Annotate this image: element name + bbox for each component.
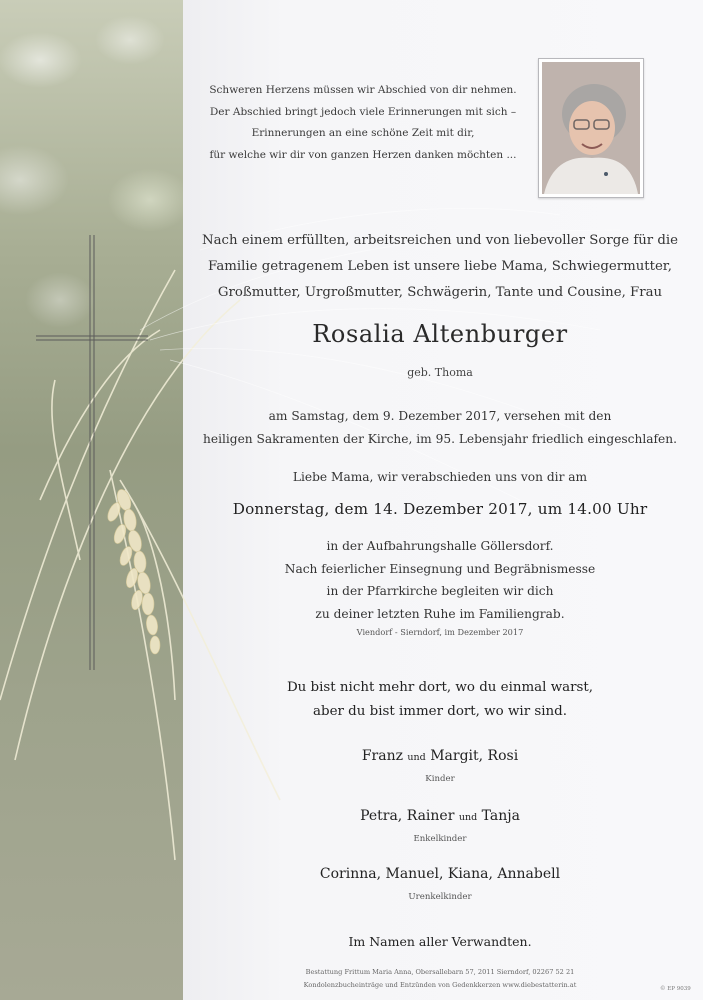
footer-line: Kondolenzbucheinträge und Entzünden von Gedenkkerzen www.diebestatterin.at [303,981,577,989]
grandchildren-names [200,808,680,824]
funeral-line: zu deiner letzten Ruhe im Familiengrab. [315,606,565,621]
great-grandchildren-role: Urenkelkinder [408,892,472,902]
funeral-date: Donnerstag, dem 14. Dezember 2017, um 14.00 Uhr [232,500,648,518]
grandchild-names: Petra, Rainer [360,808,455,824]
intro-verse [196,80,530,166]
death-line: am Samstag, dem 9. Dezember 2017, versehen mit den [268,409,612,423]
footer [200,966,680,992]
and-word: und [407,752,426,763]
intro-line: Schweren Herzens müssen wir Abschied von dir nehmen. [209,84,517,96]
closing-line: Im Namen aller Verwandten. [348,934,532,949]
and-word: und [458,812,478,823]
footer-line: Bestattung Frittum Maria Anna, Obersallebarn 57, 2011 Sierndorf, 02267 52 21 [305,968,575,976]
intro-line: für welche wir dir von ganzen Herzen danken möchten ... [209,148,517,161]
children-names [200,748,680,764]
great-grandchildren-names: Corinna, Manuel, Kiana, Annabell [319,866,561,882]
nature-photo-band [0,0,183,1000]
funeral-line: Nach feierlicher Einsegnung und Begräbnismesse [284,561,596,576]
death-details [200,405,680,451]
portrait-photo [538,58,644,198]
death-line: heiligen Sakramenten der Kirche, im 95. Lebensjahr friedlich eingeschlafen. [203,432,677,446]
announcement-line: Großmutter, Urgroßmutter, Schwägerin, Tante und Cousine, Frau [217,285,663,300]
birth-name: geb. Thoma [407,366,473,379]
child-names: Margit, Rosi [430,748,519,764]
grandchildren-role: Enkelkinder [413,834,467,844]
memorial-quote [200,676,680,724]
quote-line: aber du bist immer dort, wo wir sind. [313,704,567,719]
quote-line: Du bist nicht mehr dort, wo du einmal warst, [286,680,594,695]
portrait-image [542,62,640,194]
child-name: Franz [361,748,403,764]
announcement-text [200,228,680,306]
intro-line: Erinnerungen an eine schöne Zeit mit dir, [251,127,475,139]
deceased-name: Rosalia Altenburger [312,320,568,348]
funeral-line: in der Aufbahrungshalle Göllersdorf. [326,539,554,553]
grandchild-name: Tanja [481,808,520,824]
farewell-line: Liebe Mama, wir verabschieden uns von dir am [292,470,588,484]
announcement-line: Familie getragenem Leben ist unsere liebe Mama, Schwiegermutter, [208,259,672,274]
announcement-line: Nach einem erfüllten, arbeitsreichen und von liebevoller Sorge für die [201,233,679,248]
place-date: Viendorf - Sierndorf, im Dezember 2017 [356,627,524,637]
template-code: © EP 9039 [660,986,691,992]
intro-line: Der Abschied bringt jedoch viele Erinnerungen mit sich – [209,105,517,118]
funeral-details [200,535,680,625]
children-role: Kinder [425,774,455,784]
funeral-line: in der Pfarrkirche begleiten wir dich [326,584,554,598]
